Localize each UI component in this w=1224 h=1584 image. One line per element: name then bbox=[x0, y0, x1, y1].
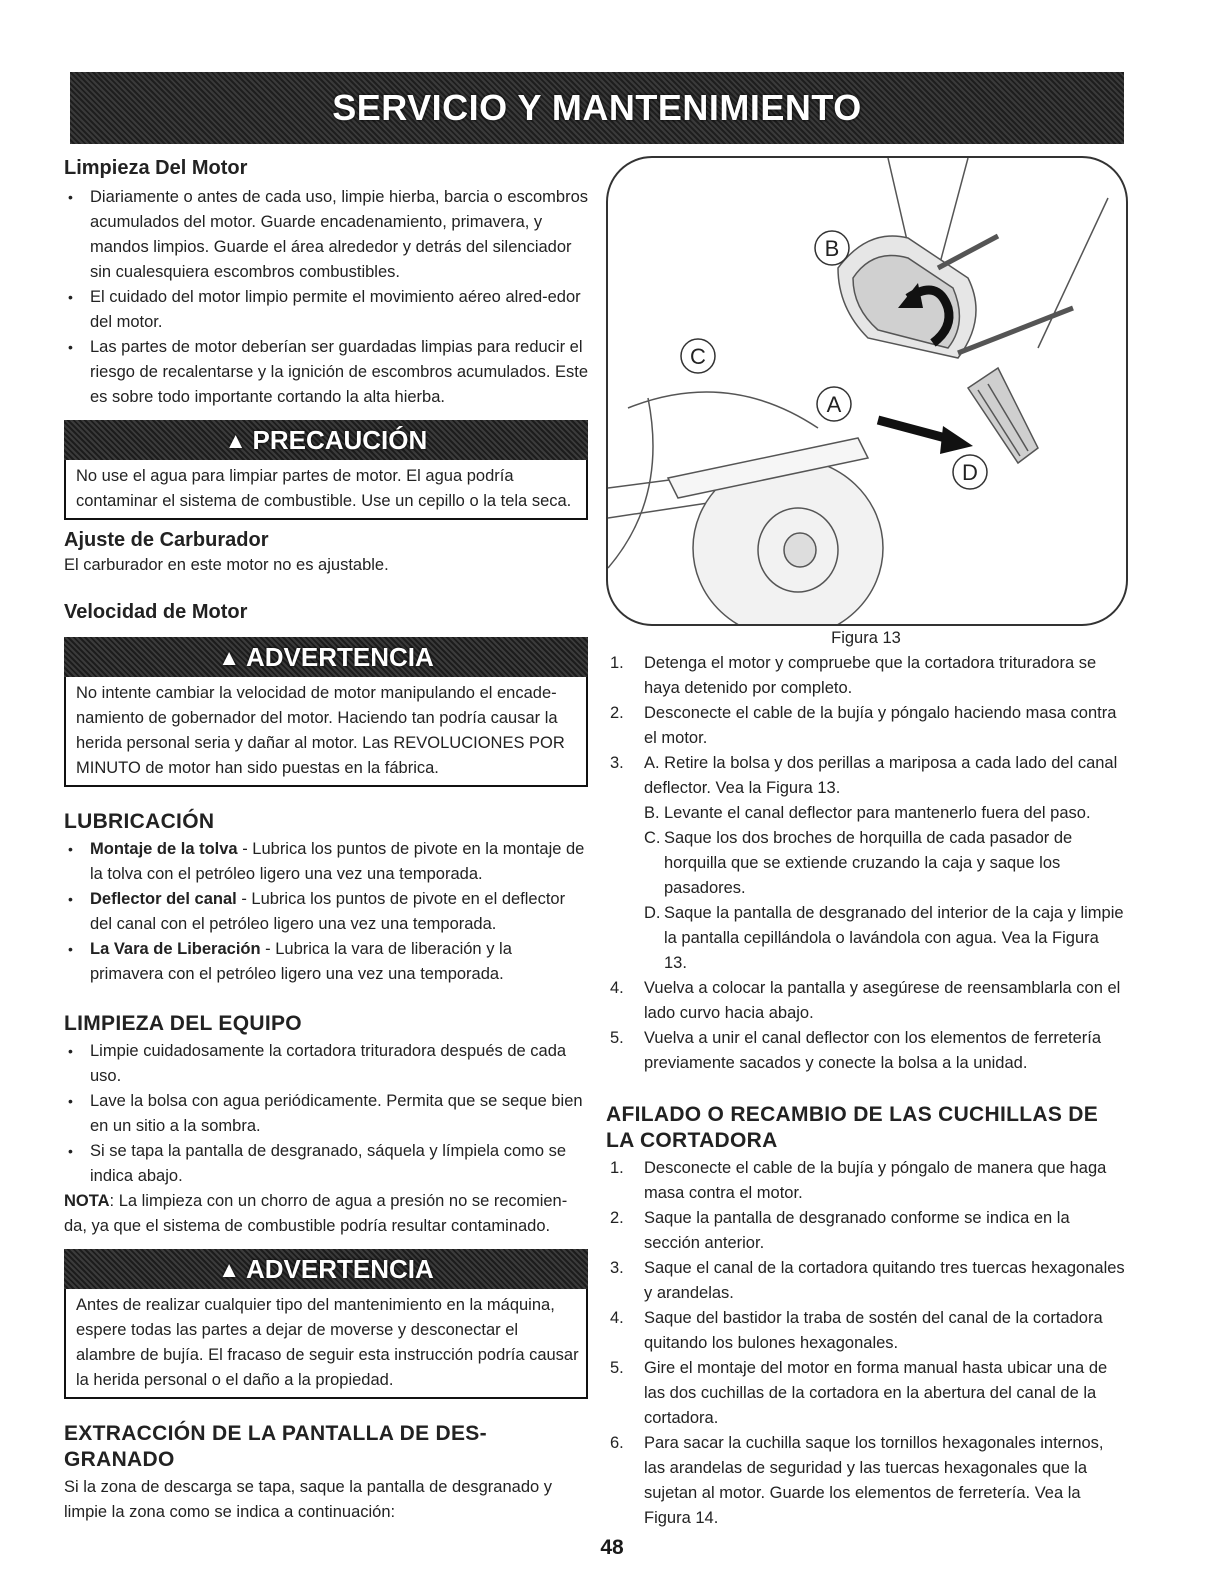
list-item: C. Saque los dos broches de horquilla de cada pasador de horquilla que se extiende cruzando la caja y saque los pasadores. bbox=[644, 829, 1073, 897]
advertencia-box-1 bbox=[64, 637, 588, 787]
precaucion-box bbox=[64, 420, 588, 520]
nota-text: NOTA: La limpieza con un chorro de agua a presión no se recomien-da, ya que el sistema de combustible podría resultar contaminado. bbox=[64, 1192, 568, 1235]
figure-label-d: D bbox=[962, 460, 978, 485]
advertencia-header-1 bbox=[64, 637, 588, 677]
list-item: • Diariamente o antes de cada uso, limpie hierba, barcia o escombros acumulados del motor. Guarde encadenamiento, primavera, y mandos limpios. Guarde el área alrededor y detrás del silenciador sin cualesquiera escombros combustibles. bbox=[64, 185, 588, 285]
advertencia-title-2: ADVERTENCIA bbox=[245, 1253, 434, 1284]
list-item: 3. Saque el canal de la cortadora quitando tres tuercas hexagonales y arandelas. bbox=[610, 1259, 1125, 1302]
page-title: SERVICIO Y MANTENIMIENTO bbox=[332, 87, 862, 128]
figure-13 bbox=[606, 156, 1128, 626]
section-banner bbox=[70, 72, 1124, 144]
carburador-heading: Ajuste de Carburador bbox=[64, 529, 269, 551]
precaucion-header bbox=[64, 420, 588, 460]
figure-label-b: B bbox=[824, 236, 840, 261]
list-item: • Deflector del canal - Lubrica los puntos de pivote en el deflector del canal con el petróleo ligero una vez una temporada. bbox=[64, 887, 588, 937]
limpieza-motor-heading: Limpieza Del Motor bbox=[64, 157, 248, 179]
list-item: B. Levante el canal deflector para mantenerlo fuera del paso. bbox=[644, 804, 1091, 822]
page-number: 48 bbox=[600, 1536, 624, 1559]
warning-triangle-icon: ▲ bbox=[218, 1256, 240, 1282]
list-item: • Limpie cuidadosamente la cortadora trituradora después de cada uso. bbox=[64, 1039, 588, 1089]
advertencia-header-2 bbox=[64, 1249, 588, 1289]
list-item: • El cuidado del motor limpio permite el movimiento aéreo alred-edor del motor. bbox=[64, 285, 588, 335]
figure-13-illustration bbox=[608, 158, 1126, 624]
figure-label-a: A bbox=[826, 392, 842, 417]
carburador-text: El carburador en este motor no es ajustable. bbox=[64, 556, 389, 574]
warning-triangle-icon: ▲ bbox=[218, 644, 240, 670]
figure-caption: Figura 13 bbox=[831, 629, 901, 647]
limpieza-equipo-list bbox=[64, 1039, 588, 1189]
advertencia-box-2 bbox=[64, 1249, 588, 1399]
precaucion-text: No use el agua para limpiar partes de motor. El agua podría contaminar el sistema de combustible. Use un cepillo o la tela seca. bbox=[64, 460, 588, 520]
list-item: 2. Desconecte el cable de la bujía y póngalo haciendo masa contra el motor. bbox=[610, 704, 1117, 747]
lubricacion-list bbox=[64, 837, 588, 987]
list-item: D. Saque la pantalla de desgranado del interior de la caja y limpie la pantalla cepillándola o lavándola con agua. Vea la Figura 13. bbox=[644, 904, 1124, 972]
left-column bbox=[64, 150, 588, 1525]
velocidad-heading: Velocidad de Motor bbox=[64, 601, 248, 623]
precaucion-title: PRECAUCIÓN bbox=[252, 424, 428, 455]
list-item: • Montaje de la tolva - Lubrica los puntos de pivote en la montaje de la tolva con el petróleo ligero una vez una temporada. bbox=[64, 837, 588, 887]
list-item: 3. A. Retire la bolsa y dos perillas a mariposa a cada lado del canal deflector. Vea la Figura 13. bbox=[610, 754, 1118, 797]
list-item: 6. Para sacar la cuchilla saque los tornillos hexagonales internos, las arandelas de seguridad y las tuercas hexagonales que la sujetan al motor. Guarde los elementos de ferretería. Vea la Figura 14. bbox=[610, 1434, 1104, 1527]
list-item: 4. Vuelva a colocar la pantalla y asegúrese de reensamblarla con el lado curvo hacia abajo. bbox=[610, 979, 1121, 1022]
list-item: 1. Detenga el motor y compruebe que la cortadora trituradora se haya detenido por completo. bbox=[610, 654, 1097, 697]
list-item: • Lave la bolsa con agua periódicamente. Permita que se seque bien en un sitio a la sombra. bbox=[64, 1089, 588, 1139]
list-item: 5. Gire el montaje del motor en forma manual hasta ubicar una de las dos cuchillas de la cortadora en la abertura del canal de la cortadora. bbox=[610, 1359, 1108, 1427]
afilado-steps bbox=[606, 1156, 1126, 1531]
list-item: 2. Saque la pantalla de desgranado conforme se indica en la sección anterior. bbox=[610, 1209, 1070, 1252]
afilado-heading: AFILADO O RECAMBIO DE LAS CUCHILLAS DE LA CORTADORA bbox=[606, 1103, 1099, 1152]
pantalla-steps bbox=[606, 651, 1126, 801]
list-item: 1. Desconecte el cable de la bujía y póngalo de manera que haga masa contra el motor. bbox=[610, 1159, 1107, 1202]
figure-label-c: C bbox=[690, 344, 706, 369]
pantalla-steps-2 bbox=[606, 976, 1126, 1076]
warning-triangle-icon: ▲ bbox=[224, 427, 247, 453]
list-item: • Las partes de motor deberían ser guardadas limpias para reducir el riesgo de recalentarse y la ignición de escombros acumulados. Este es sobre todo importante cortando la alta hierba. bbox=[64, 335, 588, 410]
extraccion-heading: EXTRACCIÓN DE LA PANTALLA DE DES-GRANADO bbox=[64, 1422, 487, 1471]
list-item: • Si se tapa la pantalla de desgranado, sáquela y límpiela como se indica abajo. bbox=[64, 1139, 588, 1189]
extraccion-text: Si la zona de descarga se tapa, saque la pantalla de desgranado y limpie la zona como se indica a continuación: bbox=[64, 1478, 553, 1521]
limpieza-motor-list bbox=[64, 185, 588, 410]
right-column bbox=[606, 626, 1126, 1531]
list-item: 4. Saque del bastidor la traba de sostén del canal de la cortadora quitando los bulones hexagonales. bbox=[610, 1309, 1103, 1352]
lubricacion-heading: LUBRICACIÓN bbox=[64, 810, 215, 833]
limpieza-equipo-heading: LIMPIEZA DEL EQUIPO bbox=[64, 1012, 302, 1035]
advertencia-text-2: Antes de realizar cualquier tipo del mantenimiento en la máquina, espere todas las partes a dejar de moverse y desconectar el alambre de bujía. El fracaso de seguir esta instrucción podría causar la herida personal o el daño a la propiedad. bbox=[64, 1289, 588, 1399]
advertencia-text-1: No intente cambiar la velocidad de motor manipulando el encade-namiento de gobernador del motor. Haciendo tan podría causar la herida personal seria y dañar al motor. Las REVOLUCIONES POR MINUTO de motor han sido puestas en la fábrica. bbox=[64, 677, 588, 787]
list-item: 5. Vuelva a unir el canal deflector con los elementos de ferretería previamente sacados y conecte la bolsa a la unidad. bbox=[610, 1029, 1102, 1072]
list-item: • La Vara de Liberación - Lubrica la vara de liberación y la primavera con el petróleo ligero una vez una temporada. bbox=[64, 937, 588, 987]
advertencia-title-1: ADVERTENCIA bbox=[245, 641, 434, 672]
